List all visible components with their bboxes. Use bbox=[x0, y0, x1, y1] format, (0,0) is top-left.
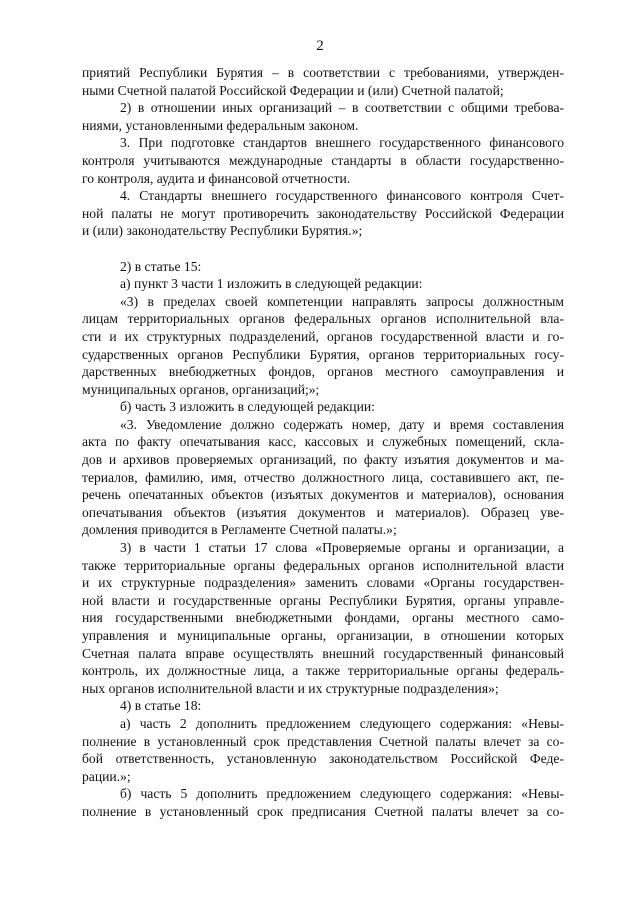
text-line: а) пункт 3 части 1 изложить в следующей редакции: bbox=[120, 276, 423, 292]
text-line: «3) в пределах своей компетенции направлять запросы должностным bbox=[120, 293, 564, 309]
text-line: ными Счетной палатой Российской Федерации и (или) Счетной палатой; bbox=[82, 82, 504, 98]
text-line: приятий Республики Бурятия – в соответствии с требованиями, утвержден- bbox=[82, 65, 564, 80]
document-body bbox=[82, 64, 564, 821]
text-line: управления и муниципальные органы, организации, в отношении которых bbox=[82, 628, 564, 643]
text-line: и их структурные подразделения» заменить словами «Органы государствен- bbox=[82, 575, 564, 591]
text-line: б) часть 3 изложить в следующей редакции: bbox=[120, 399, 375, 415]
text-line: го контроля, аудита и финансовой отчетности. bbox=[82, 170, 351, 186]
text-line: дарственных внебюджетных фондов, органов местного самоуправления и bbox=[82, 364, 564, 380]
text-line: териалов, фамилию, имя, отчество должностного лица, составившего акт, пе- bbox=[82, 469, 564, 485]
text-line: ния государственными внебюджетными фондами, органы местного само- bbox=[82, 610, 564, 626]
text-line: «3. Уведомление должно содержать номер, дату и время составления bbox=[120, 416, 564, 432]
text-line: 3) в части 1 статьи 17 слова «Проверяемые органы и организации, а bbox=[120, 540, 564, 556]
text-line: бой ответственность, установленную законодательством Российской Феде- bbox=[82, 751, 564, 767]
text-line: 4) в статье 18: bbox=[120, 698, 202, 714]
text-line: полнение в установленный срок представления Счетной палаты влечет за со- bbox=[82, 733, 564, 749]
text-line: ниями, установленными федеральным законом. bbox=[82, 117, 359, 133]
text-line: б) часть 5 дополнить предложением следующего содержания: «Невы- bbox=[120, 786, 564, 802]
text-line: полнение в установленный срок предписания Счетной палаты влечет за со- bbox=[82, 803, 564, 819]
text-line: муниципальных органов, организаций;»; bbox=[82, 381, 320, 397]
text-line: сти и их структурных подразделений, органов государственной власти и го- bbox=[82, 328, 564, 344]
text-line: лицам территориальных органов федеральных органов исполнительной вла- bbox=[82, 311, 564, 327]
text-line: а) часть 2 дополнить предложением следующего содержания: «Невы- bbox=[120, 715, 564, 731]
text-line: домления приводится в Регламенте Счетной палаты.»; bbox=[82, 522, 397, 538]
text-line: акта по факту опечатывания касс, кассовых и служебных помещений, скла- bbox=[82, 434, 564, 450]
text-line: рации.»; bbox=[82, 768, 131, 784]
text-line: 2) в отношении иных организаций – в соответствии с общими требова- bbox=[120, 100, 564, 116]
page-number: 2 bbox=[316, 38, 324, 54]
text-line: контроль, их должностные лица, а также территориальные органы федераль- bbox=[82, 663, 564, 679]
text-line: также территориальные органы федеральных органов исполнительной власти bbox=[82, 557, 564, 573]
text-line: 3. При подготовке стандартов внешнего государственного финансового bbox=[120, 135, 564, 151]
text-line: опечатывания объектов (изъятия документов и материалов). Образец уве- bbox=[82, 504, 564, 520]
text-line: Счетная палата вправе осуществлять внешний государственный финансовый bbox=[82, 645, 564, 661]
text-line: ных органов исполнительной власти и их структурные подразделения»; bbox=[82, 680, 499, 696]
text-line: и (или) законодательству Республики Бурятия.»; bbox=[82, 223, 363, 239]
text-line: дов и архивов проверяемых организаций, по факту изъятия документов и ма- bbox=[82, 452, 564, 468]
text-line: контроля учитываются международные стандарты в области государственно- bbox=[82, 152, 564, 168]
text-line: ной палаты не могут противоречить законодательству Российской Федерации bbox=[82, 205, 564, 221]
text-line: ной власти и государственные органы Республики Бурятия, органы управле- bbox=[82, 592, 564, 608]
text-line: речень опечатанных объектов (изъятых документов и материалов), основания bbox=[82, 487, 564, 503]
text-line: сударственных органов Республики Бурятия, органов территориальных госу- bbox=[82, 346, 564, 362]
text-line: 4. Стандарты внешнего государственного финансового контроля Счет- bbox=[120, 188, 564, 204]
text-line: 2) в статье 15: bbox=[120, 258, 202, 274]
